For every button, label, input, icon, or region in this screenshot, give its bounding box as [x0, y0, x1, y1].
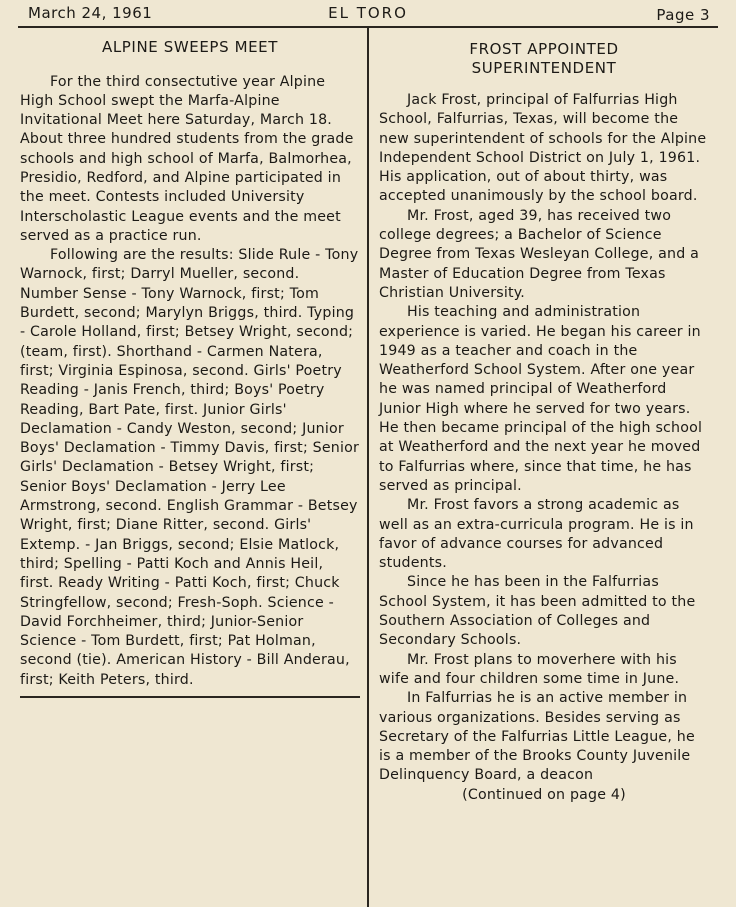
left-headline: ALPINE SWEEPS MEET [101, 38, 279, 56]
article-end-rule [20, 696, 360, 698]
issue-date: March 24, 1961 [28, 4, 153, 22]
left-paragraph-2: Following are the results: Slide Rule - Tony Warnock, first; Darryl Mueller, second. Number Sense - Tony Warnock, first; Tom Burdett, second; Marylyn Briggs, third. Typing - Carole Holland, first; Betsey Wright, second; (team, first). Shorthand - Carmen Natera, first; Virginia Espinosa, second. Girls' Poetry Reading - Janis French, third; Boys' Poetry Reading, Bart Pate, first. Junior Girls' Declamation - Candy Weston, second; Junior Boys' Declamation - Timmy Davis, first; Senior Girls' Declamation - Betsey Wright, first; Senior Boys' Declamation - Jerry Lee Armstrong, second. English Grammar - Betsey Wright, first; Diane Ritter, second. Girls' Extemp. - Jan Briggs, second; Elsie Matlock, third; Spelling - Patti Koch and Annis Heil, first. Ready Writing - Patti Koch, first; Chuck Stringfellow, second; Fresh-Soph. Science - David Forchheimer, third; Junior-Senior Science - Tom Burdett, first; Pat Holman, second (tie). American History - Bill Anderau, first; Keith Peters, third. [20, 247, 360, 688]
right-headline [379, 40, 709, 77]
right-paragraph-6: Mr. Frost plans to moverhere with his wife and four children some time in June. [379, 651, 680, 687]
paper-name: EL TORO [328, 4, 408, 22]
right-paragraph-5: Since he has been in the Falfurrias School System, it has been admitted to the Southern Association of Colleges and Secondary Schools. [379, 574, 696, 649]
right-paragraph-7: In Falfurrias he is an active member in various organizations. Besides serving as Secretary of the Falfurrias Little League, he is a member of the Brooks County Juvenile Delinquency Board, a deacon [379, 690, 695, 784]
left-paragraph-1: For the third consectutive year Alpine High School swept the Marfa-Alpine Invitational Meet here Saturday, March 18. About three hundred students from the grade schools and high school of Marfa, Balmorhea, Presidio, Redford, and Alpine participated in the meet. Contests included University Interscholastic League events and the meet served as a practice run. [20, 73, 354, 244]
right-paragraph-1: Jack Frost, principal of Falfurrias High School, Falfurrias, Texas, will become the new superintendent of schools for the Alpine Independent School District on July 1, 1961. His application, out of about thirty, was accepted unanimously by the school board. [379, 92, 707, 205]
left-column [20, 34, 360, 698]
right-column [379, 34, 709, 805]
right-headline-line-1: FROST APPOINTED [469, 40, 619, 58]
right-paragraph-4: Mr. Frost favors a strong academic as well as an extra-curricula program. He is in favor of advance courses for advanced students. [379, 497, 694, 572]
right-headline-line-2: SUPERINTENDENT [471, 58, 617, 77]
right-paragraph-3: His teaching and administration experience is varied. He began his career in 1949 as a teacher and coach in the Weatherford School System. After one year he was named principal of Weatherford Junior High where he served for two years. He then became principal of the high school at Weatherford and the next year he moved to Falfurrias where, since that time, he has served as principal. [379, 304, 703, 494]
page-number: Page 3 [656, 6, 710, 24]
masthead [18, 2, 718, 28]
right-paragraph-2: Mr. Frost, aged 39, has received two college degrees; a Bachelor of Science Degree from Texas Wesleyan College, and a Master of Education Degree from Texas Christian University. [379, 207, 700, 301]
continued-note: (Continued on page 4) [462, 786, 626, 803]
column-divider [367, 28, 369, 907]
